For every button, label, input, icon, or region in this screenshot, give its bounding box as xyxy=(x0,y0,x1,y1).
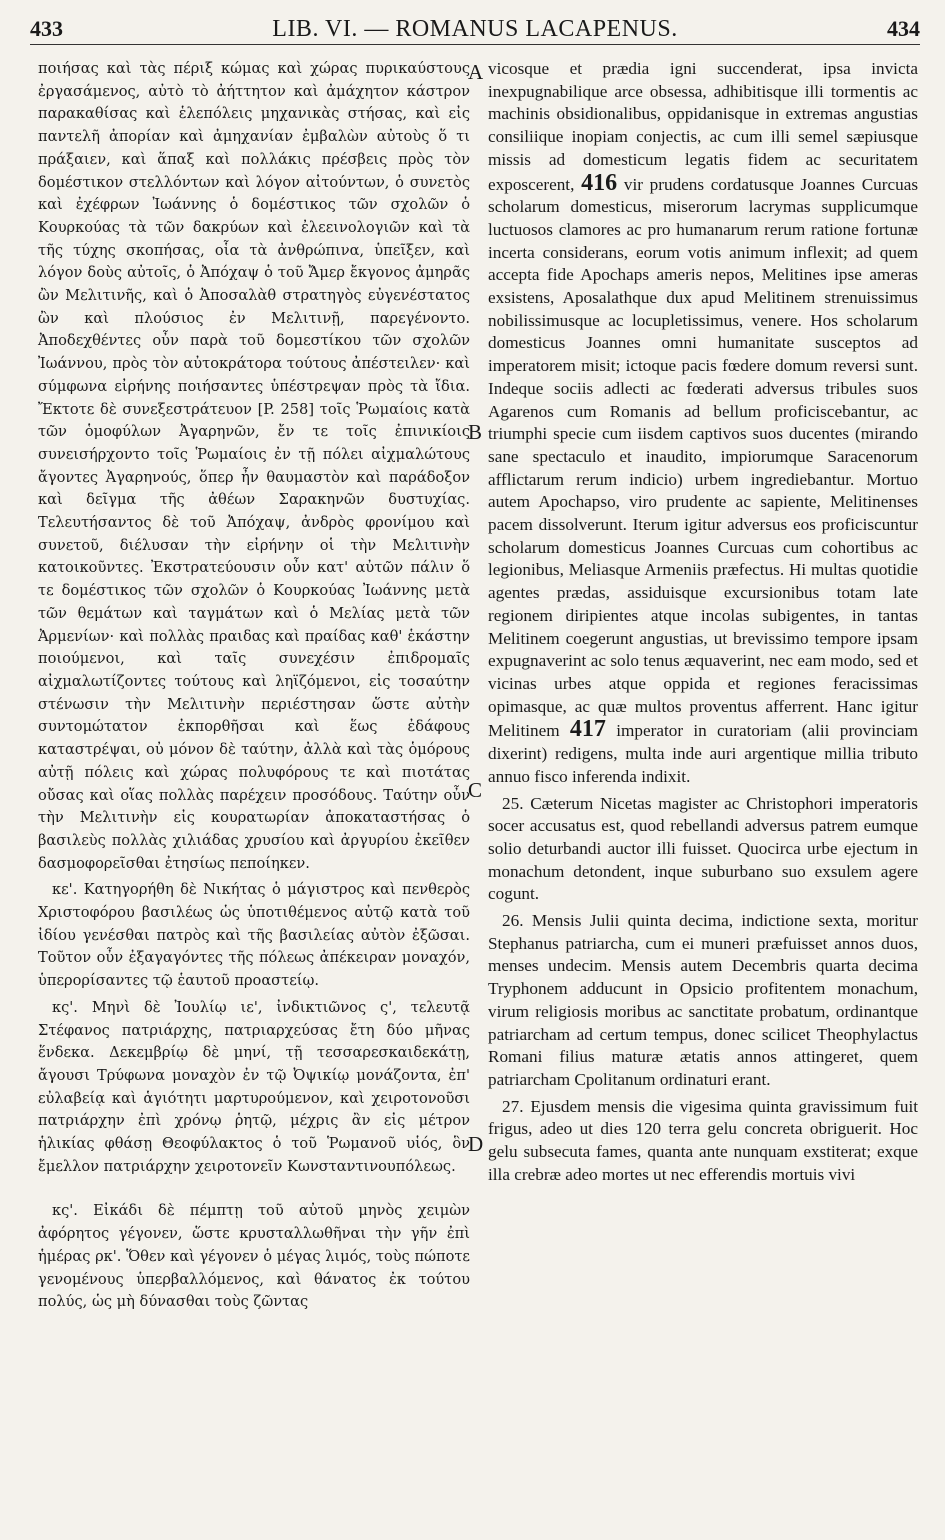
greek-paragraph-2: κε'. Κατηγορήθη δὲ Νικήτας ὁ μάγιστρος καὶ πενθερὸς Χριστοφόρου βασιλέως ὡς ὑποτιθέμενος αὐτῷ κατὰ τοῦ ἰδίου γενέσθαι πατρὸς καὶ τῆς βασιλείας αὐτὸν ἐξῶσαι. Τοῦτον οὖν ἐξαγαγόντες τῆς πόλεως ἀπέκειραν μοναχόν, ὑπερορίσαντες τῷ ἑαυτοῦ προαστείῳ. xyxy=(38,881,470,990)
latin-paragraph-1-part-b: vir prudens cordatusque Joannes Curcuas scholarum domesticus, miserorum lacrymas supplicumque luctuosos clamores ac pro humanarum rerum ratione fortunæ incerta considerans, eorum votis animum inflexit; ad quem accepta fide Apochaps ameris nepos, Melitines ipse ameras exsistens, Aposalathque dux apud Melitinem strenuissimus nobilissimusque ac locupletissimus, venere. Hos scholarum domesticus Joannes omni humanitate susceptos ad imperatorem misit; ictoque pacis fœdere domum reversi sunt. Indeque sociis adlecti ac fœderati adversus tribules suos Agarenos cum Romanis ad bellum proficiscebantur, ac triumphi specie cum iisdem captivos suos ducentes (mirando sane spectaculo et inaudito, impiorumque Saracenorum afflictarum rerum indicio) urbem ingrediebantur. Mortuo autem Apochapso, viro prudente ac sapiente, Melitinenses pacem dissolverunt. Iterum igitur adversus eos proficiscuntur scholarum domesticus Joannes Curcuas cum cohortibus ac legionibus, Meliasque Armeniis præfectus. Hi multas quotidie agentes prædas, assiduisque excursionibus totam late regionem diripientes atque incolas subigentes, in tantas Melitinem coegerunt angustias, ut brevissimo tempore ipsam expugnaverint ac solo tenus æquaverint, nec eam modo, sed et vicinas urbes atque oppida et regiones feracissimas opimasque, ac quæ multos proventus afferrent. Hanc igitur Melitinem xyxy=(488,174,919,741)
page-number-right: 434 xyxy=(887,16,920,41)
margin-marker-d: D xyxy=(468,1132,484,1156)
greek-paragraph-4: κς'. Εἰκάδι δὲ πέμπτῃ τοῦ αὐτοῦ μηνὸς χειμὼν ἀφόρητος γέγονεν, ὥστε κρυσταλλωθῆναι τὴν γῆν ἐπὶ ἡμέρας ρκ'. Ὅθεν καὶ γέγονεν ὁ μέγας λιμός, τοὺς πώποτε γενομένους ὑπερβαλλόμενος, καὶ θάνατος ἐκ τούτου πολύς, ὡς μὴ δύνασθαι τοὺς ζῶντας xyxy=(38,1202,470,1311)
latin-paragraph-1-part-c: imperator in curatoriam (alii provinciam dixerint) redigens, multa inde auri argentique millia tributo annuo fisco inferenda indixit. xyxy=(488,721,919,786)
running-title: LIB. VI. — ROMANUS LACAPENUS. xyxy=(272,16,678,42)
page-mark-417: 417 xyxy=(569,716,606,743)
latin-paragraph-1-part-a: vicosque et prædia igni succenderat, ipsa invicta inexpugnabilique arce obsessa, adhibitisque illi tormentis ac machinis obsidionalibus, oppidanisque in extremas angustias consiliique inopiam conjectis, ac cum illi semel sæpiusque missis ad domesticum legatis fidem ac securitatem exposcerent, xyxy=(488,59,918,194)
margin-marker-a: A xyxy=(468,60,484,84)
page-mark-416: 416 xyxy=(581,169,618,196)
latin-column xyxy=(488,58,918,1190)
greek-paragraph-3: κς'. Μηνὶ δὲ Ἰουλίῳ ιε', ἰνδικτιῶνος ς', τελευτᾷ Στέφανος πατριάρχης, πατριαρχεύσας ἔτη δύο μῆνας ἕνδεκα. Δεκεμβρίῳ δὲ μηνί, τῇ τεσσαρεσκαιδεκάτῃ, ἄγουσι Τρύφωνα μοναχὸν ἐν τῷ Ὀψικίῳ μονάζοντα, ἐπ' εὐλαβείᾳ καὶ ἁγιότητι μαρτυρούμενον, καὶ χειροτονοῦσι πατριάρχην ἐπὶ χρόνῳ ῥητῷ, μέχρις ἂν εἰς μέτρον ἡλικίας φθάσῃ Θεοφύλακτος ὁ τοῦ Ῥωμανοῦ υἱός, ὃν ἔμελλον πατριάρχην χειροτονεῖν Κωνσταντινουπόλεως. xyxy=(38,998,470,1175)
latin-paragraph-4: 27. Ejusdem mensis die vigesima quinta gravissimum fuit frigus, adeo ut dies 120 terra gelu concreta obriguerit. Hoc gelu subsecuta fames, quanta ante nunquam exstiterat; exque illa crebræ adeo mortes ut nec efferendis mortuis vivi xyxy=(488,1096,918,1184)
latin-paragraph-3: 26. Mensis Julii quinta decima, indictione sexta, moritur Stephanus patriarcha, cum ei muneri præfuisset annos duos, menses undecim. Mensis autem Decembris quarta decima Tryphonem adducunt in Opsicio profitentem monachum, virum religiosis moribus ac sanctitate probatum, ordinantque patriarcham ad certum tempus, donec scilicet Theophylactus Romani filius maturæ ætatis annos attingeret, quem patriarcham Cpolitanum ordinaturi erant. xyxy=(488,911,918,1089)
margin-marker-b: B xyxy=(468,420,483,444)
latin-paragraph-1 xyxy=(488,58,918,789)
page-number-left: 433 xyxy=(30,16,63,41)
margin-marker-c: C xyxy=(468,778,483,802)
greek-paragraph-1: ποιήσας καὶ τὰς πέριξ κώμας καὶ χώρας πυρικαύστους ἐργασάμενος, αὐτὸ τὸ ἀήττητον καὶ ἀμάχητον κάστρον παρακαθίσας καὶ ἑλεπόλεις μηχανικὰς στήσας, καὶ εἰς παντελῆ ἀπορίαν καὶ ἀμηχανίαν ἐμβαλὼν αὐτοὺς ὅ τι πράξαιεν, καὶ ἅπαξ καὶ πολλάκις πρέσβεις πρὸς τὸν δομέστικον στελλόντων καὶ λόγον αἰτούντων, ὁ συνετὸς καὶ ἐχέφρων Ἰωάννης ὁ δομέστικος τῶν σχολῶν ὁ Κουρκούας τὰ τῶν δακρύων καὶ ἐλεεινολογιῶν καὶ τὰ τῆς τύχης σκοπήσας, οἷα τὰ ἀνθρώπινα, ὑπεῖξεν, καὶ λόγον δοὺς αὐτοῖς, ὁ Ἀπόχαψ ὁ τοῦ Ἄμερ ἔκγονος ἀμηρᾶς ὢν Μελιτινῆς, καὶ ὁ Ἀποσαλὰθ στρατηγὸς εὐγενέστατος ὢν καὶ πλούσιος ἐν Μελιτινῇ, παρεγένοντο. Ἀποδεχθέντες οὖν παρὰ τοῦ δομεστίκου τῶν σχολῶν Ἰωάννου, πρὸς τὸν αὐτοκράτορα τούτους ἀπέστειλεν· καὶ σύμφωνα εἰρήνης ποιήσαντες ὑπέστρεψαν πρὸς τὰ ἴδια. Ἔκτοτε δὲ συνεξεστράτευον [P. 258] τοῖς Ῥωμαίοις κατὰ τῶν ὁμοφύλων Ἀγαρηνῶν, ἔν τε τοῖς ἐπινικίοις συνεισήρχοντο τοῖς Ῥωμαίοις ἐν τῇ πόλει αἰχμαλώτους ἄγοντες Ἀγαρηνούς, ὅπερ ἦν θαυμαστὸν καὶ παράδοξον καὶ δεῖγμα τῆς ἀθέων Σαρακηνῶν δυστυχίας. Τελευτήσαντος δὲ τοῦ Ἀπόχαψ, ἀνδρὸς φρονίμου καὶ συνετοῦ, διέλυσαν τὴν εἰρήνην οἱ τὴν Μελιτινὴν κατοικοῦντες. Ἐκστρατεύουσιν οὖν κατ' αὐτῶν πάλιν ὅ τε δομέστικος τῶν σχολῶν ὁ Κουρκούας Ἰωάννης μετὰ τῶν θεμάτων καὶ ταγμάτων καὶ ὁ Μελίας μετὰ τῶν Ἀρμενίων· καὶ πολλὰς πραιδας καὶ πραίδας καθ' ἑκάστην ποιούμενοι, καὶ ταῖς συνεχέσιν ἐπιδρομαῖς αἰχμαλωτίζοντες τούτους καὶ ληϊζόμενοι, εἰς τοσαύτην στένωσιν τὴν Μελιτινὴν περιέστησαν ὥστε αὐτὴν συντομώτατον ἐκπορθῆσαι καὶ ἕως ἐδάφους καταστρέψαι, οὐ μόνον δὲ ταύτην, ἀλλὰ καὶ τὰς ὁμόρους αὐτῇ πόλεις καὶ χώρας πολυφόρους τε καὶ πιοτάτας οὔσας καὶ οἵας πολλὰς παρέχειν προσόδους. Ταύτην οὖν τὴν Μελιτινὴν εἰς κουρατωρίαν ἀποκαταστήσας ὁ βασιλεὺς πολλὰς χιλιάδας χρυσίου καὶ ἀργυρίου ἐκεῖθεν δασμοφορεῖσθαι ἐτησίως πεποίηκεν. xyxy=(38,60,470,872)
latin-paragraph-2: 25. Cæterum Nicetas magister ac Christophori imperatoris socer accusatus est, quod rebellandi adversus patrem eumque solio deturbandi auctor illi fuisset. Quocirca urbe ejectum in monachum detondent, inque suburbano suo exsulem agere cogunt. xyxy=(488,793,918,904)
page-header xyxy=(30,10,920,45)
greek-column xyxy=(38,58,470,1318)
